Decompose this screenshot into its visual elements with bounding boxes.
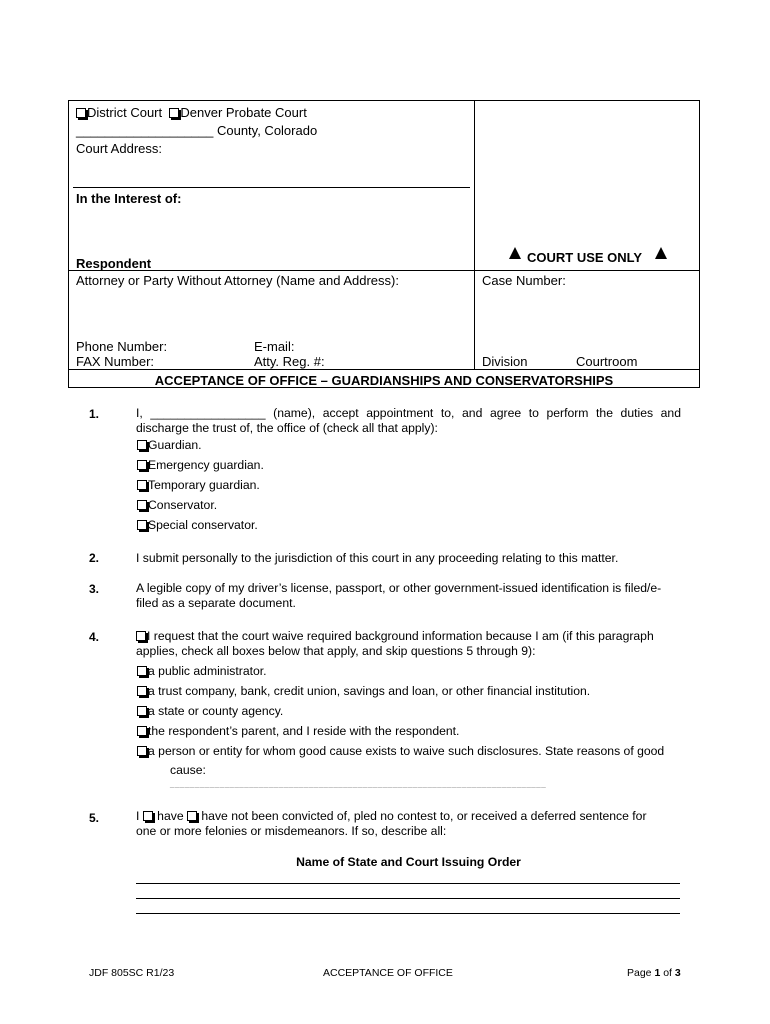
item4-text	[136, 629, 681, 659]
conviction-row-line-3[interactable]	[136, 913, 680, 914]
county-line[interactable]: ___________________ County, Colorado	[76, 123, 318, 138]
conservator-checkbox[interactable]	[137, 500, 147, 510]
conviction-row-line-2[interactable]	[136, 898, 680, 899]
item1-number: 1.	[89, 407, 100, 421]
footer-form-id: JDF 805SC R1/23	[89, 967, 175, 979]
case-number-label: Case Number:	[482, 273, 566, 288]
district-court-checkbox[interactable]	[76, 108, 86, 118]
court-address-rule	[73, 187, 470, 188]
item5-line2: one or more felonies or misdemeanors. If so, describe all:	[136, 824, 447, 838]
phone-label: Phone Number:	[76, 339, 168, 354]
item1-options	[137, 438, 264, 538]
guardian-checkbox[interactable]	[137, 440, 147, 450]
form-title: ACCEPTANCE OF OFFICE – GUARDIANSHIPS AND CONSERVATORSHIPS	[154, 373, 614, 388]
cause-label: cause:	[170, 763, 206, 777]
item4-options	[137, 664, 682, 759]
option-temporary-guardian[interactable]	[137, 478, 264, 498]
court-selection	[76, 104, 307, 121]
item5-line1	[136, 809, 681, 824]
item4-number: 4.	[89, 630, 100, 644]
item2-text: I submit personally to the jurisdiction of this court in any proceeding relating to this matter.	[136, 551, 619, 565]
option-trust-company[interactable]	[137, 684, 682, 704]
good-cause-checkbox[interactable]	[137, 746, 147, 756]
conviction-row-line-1[interactable]	[136, 883, 680, 884]
court-use-only-label: COURT USE ONLY	[527, 250, 643, 265]
trust-company-checkbox[interactable]	[137, 686, 147, 696]
item1-line2: discharge the trust of, the office of (check all that apply):	[136, 421, 438, 435]
division-label: Division	[482, 354, 528, 369]
conviction-table-header: Name of State and Court Issuing Order	[296, 855, 521, 869]
have-not-label: have not been convicted of, pled no contest to, or received a deferred sentence for	[201, 809, 647, 823]
item1-text	[136, 406, 681, 436]
item5-i: I	[136, 809, 140, 823]
item5-text	[136, 809, 681, 839]
special-conservator-checkbox[interactable]	[137, 520, 147, 530]
respondent-parent-label: the respondent’s parent, and I reside with the respondent.	[148, 724, 460, 738]
item3-line2: filed as a separate document.	[136, 596, 296, 610]
attorney-rule	[68, 270, 700, 271]
footer-title: ACCEPTANCE OF OFFICE	[323, 967, 453, 979]
interest-of-label: In the Interest of:	[76, 191, 182, 206]
atty-reg-label: Atty. Reg. #:	[254, 354, 325, 369]
option-good-cause[interactable]	[137, 744, 682, 759]
option-respondent-parent[interactable]	[137, 724, 682, 744]
item3-line1: A legible copy of my driver’s license, passport, or other government-issued identification is filed/e-	[136, 581, 662, 595]
triangle-up-icon-left	[509, 247, 521, 259]
footer-page	[627, 967, 681, 979]
option-conservator[interactable]	[137, 498, 264, 518]
triangle-up-icon-right	[655, 247, 667, 259]
courtroom-label: Courtroom	[576, 354, 638, 369]
option-special-conservator[interactable]	[137, 518, 264, 538]
state-agency-label: a state or county agency.	[148, 704, 284, 718]
temporary-guardian-label: Temporary guardian.	[148, 478, 260, 492]
email-label: E-mail:	[254, 339, 295, 354]
option-guardian[interactable]	[137, 438, 264, 458]
trust-company-label: a trust company, bank, credit union, savings and loan, or other financial institution.	[148, 684, 591, 698]
public-administrator-label: a public administrator.	[148, 664, 267, 678]
page-number: 1	[654, 967, 661, 979]
respondent-label: Respondent	[76, 256, 152, 271]
item3-number: 3.	[89, 582, 100, 596]
emergency-guardian-label: Emergency guardian.	[148, 458, 264, 472]
denver-probate-checkbox[interactable]	[169, 108, 179, 118]
special-conservator-label: Special conservator.	[148, 518, 258, 532]
caption-divider	[474, 100, 475, 370]
item4-line2: applies, check all boxes below that apply, and skip questions 5 through 9):	[136, 644, 536, 658]
temporary-guardian-checkbox[interactable]	[137, 480, 147, 490]
item4-line1-text: I request that the court waive required background information because I am (if this paragraph	[147, 629, 654, 643]
guardian-label: Guardian.	[148, 438, 202, 452]
have-label: have	[157, 809, 184, 823]
page-of: of	[663, 967, 672, 979]
denver-probate-label: Denver Probate Court	[180, 105, 307, 120]
fax-label: FAX Number:	[76, 354, 155, 369]
option-public-administrator[interactable]	[137, 664, 682, 684]
item1-line1: I, _________________ (name), accept appointment to, and agree to perform the duties and	[136, 406, 681, 420]
state-agency-checkbox[interactable]	[137, 706, 147, 716]
item2-number: 2.	[89, 551, 100, 565]
public-administrator-checkbox[interactable]	[137, 666, 147, 676]
page-label: Page	[627, 967, 652, 979]
respondent-parent-checkbox[interactable]	[137, 726, 147, 736]
waive-background-checkbox[interactable]	[136, 631, 146, 641]
item4-line1	[136, 629, 681, 644]
have-checkbox[interactable]	[143, 811, 153, 821]
attorney-label: Attorney or Party Without Attorney (Name and Address):	[76, 273, 399, 288]
option-state-agency[interactable]	[137, 704, 682, 724]
have-not-checkbox[interactable]	[187, 811, 197, 821]
item5-number: 5.	[89, 811, 100, 825]
cause-line[interactable]: ____________________________________________________________________________	[170, 779, 547, 788]
conservator-label: Conservator.	[148, 498, 218, 512]
page-total: 3	[674, 967, 681, 979]
emergency-guardian-checkbox[interactable]	[137, 460, 147, 470]
item3-text	[136, 581, 681, 611]
district-court-label: District Court	[87, 105, 163, 120]
court-address-label: Court Address:	[76, 141, 162, 156]
good-cause-label: a person or entity for whom good cause exists to waive such disclosures. State reasons of good	[148, 744, 665, 758]
option-emergency-guardian[interactable]	[137, 458, 264, 478]
